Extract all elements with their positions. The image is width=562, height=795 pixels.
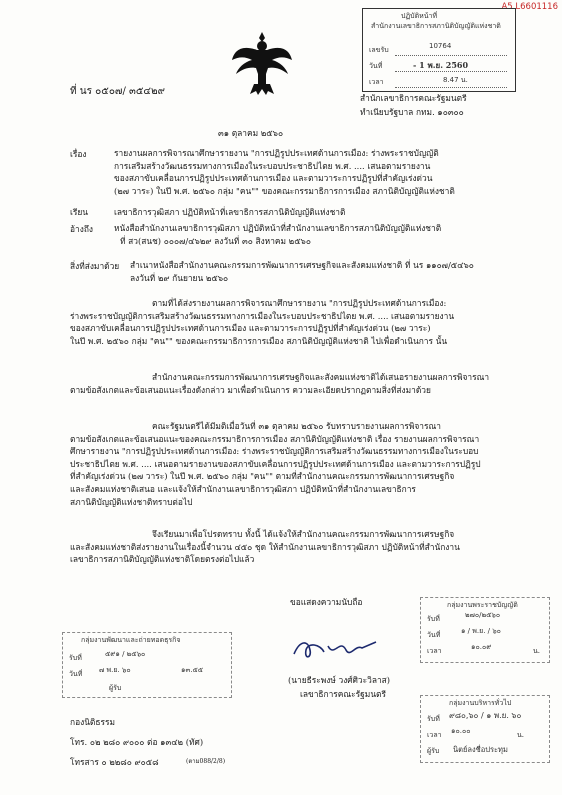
stamp-r2-time-label: เวลา (427, 731, 442, 739)
stamp-r1-time: ๑๐.๐๙ (471, 643, 492, 651)
stamp-r2-sub: ผู้รับ (427, 747, 440, 755)
stamp-left-sub: ผู้รับ (109, 684, 122, 692)
signer-title: เลขาธิการคณะรัฐมนตรี (300, 689, 386, 699)
paragraph-1 (70, 297, 454, 347)
org-address: ทำเนียบรัฐบาล กทม. ๑๐๓๐๐ (360, 107, 464, 117)
enclosure-line: สำเนาหนังสือสำนักงานคณะกรรมการพัฒนาการเศรษฐกิจและสังคมแห่งชาติ ที่ นร ๑๑๐๗/๕๔๖๐ (130, 260, 474, 270)
garuda-emblem-icon (230, 30, 294, 98)
subject-line: การเสริมสร้างวัฒนธรรมทางการเมืองในระบอบประชาธิปไตย พ.ศ. .... เสนอตามรายงาน (114, 160, 431, 171)
stamp-left-date-label: วันที่ (69, 670, 83, 678)
stamp-r1-no-label: รับที่ (427, 615, 440, 623)
subject-line: ของสภาขับเคลื่อนการปฏิรูปประเทศด้านการเมือง และตามวาระการปฏิรูปที่สำคัญเร่งด่วน (114, 173, 433, 184)
closing: ขอแสดงความนับถือ (290, 597, 363, 607)
stamp-top-date-label: วันที่ (369, 62, 383, 70)
paragraph-line: ของสภาขับเคลื่อนการปฏิรูปประเทศด้านการเมือง และตามวาระการปฏิรูปที่สำคัญเร่งด่วน (๒๗ วาระ) (70, 323, 431, 334)
paragraph-line: ในปี พ.ศ. ๒๕๖๐ กลุ่ม "คน"" ของคณะกรรมาธิการการเมือง สภานิติบัญญัติแห่งชาติ ไปเพื่อดำเนินการ นั้น (70, 335, 448, 346)
subject-line: (๒๗ วาระ) ในปี พ.ศ. ๒๕๖๐ กลุ่ม "คน"" ของคณะกรรมาธิการการเมือง สภานิติบัญญัติแห่งชาติ (114, 185, 455, 196)
subject-block (114, 147, 455, 197)
paragraph-2 (70, 371, 489, 396)
paragraph-line: ศึกษารายงาน "การปฏิรูปประเทศด้านการเมือง: ร่างพระราชบัญญัติการเสริมสร้างวัฒนธรรมทางการเมืองในระบอบ (70, 446, 479, 457)
stamp-r2-time-unit: น. (517, 731, 525, 739)
received-stamp-right-1 (420, 597, 550, 663)
paragraph-line: ตามที่ได้ส่งรายงานผลการพิจารณาศึกษารายงาน "การปฏิรูปประเทศด้านการเมือง: (152, 298, 447, 308)
enclosure-line: ลงวันที่ ๒๙ กันยายน ๒๕๖๐ (130, 272, 229, 283)
corner-code: A5 L6601116 (501, 2, 558, 12)
stamp-left-no: ๕๙๑ / ๒๕๖๐ (105, 650, 146, 658)
stamp-r1-time-label: เวลา (427, 647, 442, 655)
paragraph-line: ตามข้อสังเกตและข้อเสนอแนะเรื่องดังกล่าว มาเพื่อดำเนินการ ความละเอียดปรากฏตามสิ่งที่ส่งมาด้วย (70, 384, 431, 395)
paragraph-3 (70, 420, 481, 508)
signer-name: (นายธีระพงษ์ วงศ์ศิวะวิลาส) (288, 675, 391, 685)
to-label: เรียน (70, 207, 88, 217)
doc-date: ๓๑ ตุลาคม ๒๕๖๐ (218, 128, 284, 138)
stamp-left-title: กลุ่มงานพัฒนาและถ่ายทอดธุรกิจ (81, 636, 181, 644)
paragraph-line: และสังคมแห่งชาติเสนอ และแจ้งให้สำนักงานเลขาธิการวุฒิสภา ปฏิบัติหน้าที่สำนักงานเลขาธิการ (70, 483, 416, 494)
stamp-top-time: 8.47 น. (443, 76, 468, 84)
paragraph-line: เลขาธิการสภานิติบัญญัติแห่งชาติโดยตรงต่อไปแล้ว (70, 554, 255, 565)
org-name: สำนักเลขาธิการคณะรัฐมนตรี (360, 93, 467, 103)
stamp-r2-no-label: รับที่ (427, 715, 440, 723)
subject-line: รายงานผลการพิจารณาศึกษารายงาน "การปฏิรูปประเทศด้านการเมือง: ร่างพระราชบัญญัติ (114, 148, 439, 158)
paragraph-line: และสังคมแห่งชาติส่งรายงานในเรื่องนี้จำนวน ๔๕๐ ชุด ให้สำนักงานเลขาธิการวุฒิสภา ปฏิบัติหน้าที่สำนักงาน (70, 541, 460, 552)
stamp-r1-date: ๑ / พ.ย. / ๖๐ (461, 627, 501, 635)
paragraph-line: จึงเรียนมาเพื่อโปรดทราบ ทั้งนี้ ได้แจ้งให้สำนักงานคณะกรรมการพัฒนาการเศรษฐกิจ (152, 529, 455, 539)
stamp-top-no: 10764 (429, 42, 452, 50)
stamp-top-line1: ปฏิบัติหน้าที่ (401, 12, 438, 20)
stamp-top-date: - 1 พ.ย. 2560 (413, 60, 469, 70)
stamp-top-line2: สำนักงานเลขาธิการสภานิติบัญญัติแห่งชาติ (371, 22, 501, 30)
paragraph-line: ตามข้อสังเกตและข้อเสนอแนะของคณะกรรมาธิการการเมือง สภานิติบัญญัติแห่งชาติ เรื่อง รายงานผลการพิจารณา (70, 433, 480, 444)
signature-mark (290, 632, 380, 664)
footer-dept: กองนิติธรรม (70, 717, 115, 727)
footer-fax-code: (ตาม088/2/8) (186, 758, 226, 765)
to-text: เลขาธิการวุฒิสภา ปฏิบัติหน้าที่เลขาธิการสภานิติบัญญัติแห่งชาติ (114, 207, 346, 217)
stamp-top-no-label: เลขรับ (369, 46, 389, 54)
enclosure-label: สิ่งที่ส่งมาด้วย (70, 261, 120, 271)
received-stamp-right-2 (420, 695, 550, 763)
reference-label: อ้างถึง (70, 224, 93, 234)
paragraph-line: ประชาธิปไตย พ.ศ. .... เสนอตามรายงานของสภาขับเคลื่อนการปฏิรูปประเทศด้านการเมือง และตามวาระการปฏิรูป (70, 458, 481, 469)
paragraph-line: คณะรัฐมนตรีได้มีมติเมื่อวันที่ ๓๑ ตุลาคม ๒๕๖๐ รับทราบรายงานผลการพิจารณา (152, 421, 441, 431)
stamp-r1-title: กลุ่มงานพระราชบัญญัติ (447, 601, 518, 609)
stamp-top-time-label: เวลา (369, 78, 384, 86)
stamp-r1-no: ๒๗๐/๒๕๖๐ (465, 611, 501, 619)
paragraph-line: สำนักงานคณะกรรมการพัฒนาการเศรษฐกิจและสังคมแห่งชาติได้เสนอรายงานผลการพิจารณา (152, 372, 490, 382)
footer-phone: โทร. ๐๒ ๒๘๐ ๙๐๐๐ ต่อ ๑๓๔๒ (ทัศ) (70, 737, 204, 747)
stamp-r1-time-unit: น. (533, 647, 541, 655)
reference-line: หนังสือสำนักงานเลขาธิการวุฒิสภา ปฏิบัติหน้าที่สำนักงานเลขาธิการสภานิติบัญญัติแห่งชาติ (114, 223, 442, 233)
enclosure-block (130, 259, 474, 284)
doc-number: ที่ นร ๐๕๐๗/ ๓๕๔๒๙ (70, 86, 165, 97)
stamp-r2-no: ๙๘๐,๖๐ / ๑ พ.ย. ๖๐ (449, 711, 522, 720)
reference-block (114, 222, 441, 247)
paragraph-line: ที่สำคัญเร่งด่วน (๒๗ วาระ) ในปี พ.ศ. ๒๕๖๐ กลุ่ม "คน"" ตามที่สำนักงานคณะกรรมการพัฒนาการเศรษฐกิจ (70, 471, 455, 482)
paragraph-line: ร่างพระราชบัญญัติการเสริมสร้างวัฒนธรรมทางการเมืองในระบอบประชาธิปไตย พ.ศ. .... เสนอตามรายงาน (70, 310, 455, 321)
stamp-r2-title: กลุ่มงานบริหารทั่วไป (449, 699, 512, 707)
subject-label: เรื่อง (70, 149, 87, 159)
stamp-r2-time: ๑๐.๐๐ (451, 727, 471, 735)
stamp-left-date: ๗ พ.ย. ๖๐ (99, 666, 131, 674)
received-stamp-top (362, 8, 516, 92)
stamp-r2-sub-value: นิตย์ลงชื่อประทุม (453, 745, 508, 754)
reference-line: ที่ สว(สนช) ๐๐๐๗/๔๖๒๙ ลงวันที่ ๓๐ สิงหาคม ๒๕๖๐ (120, 235, 311, 246)
stamp-left-no-label: รับที่ (69, 654, 82, 662)
stamp-left-time: ๑๓.๕๕ (181, 666, 204, 674)
paragraph-4 (70, 528, 460, 566)
stamp-r1-date-label: วันที่ (427, 631, 441, 639)
footer-fax: โทรสาร ๐ ๒๒๘๐ ๙๐๕๘ (70, 757, 159, 767)
received-stamp-left (62, 632, 232, 698)
paragraph-line: สภานิติบัญญัติแห่งชาติทราบต่อไป (70, 496, 193, 507)
